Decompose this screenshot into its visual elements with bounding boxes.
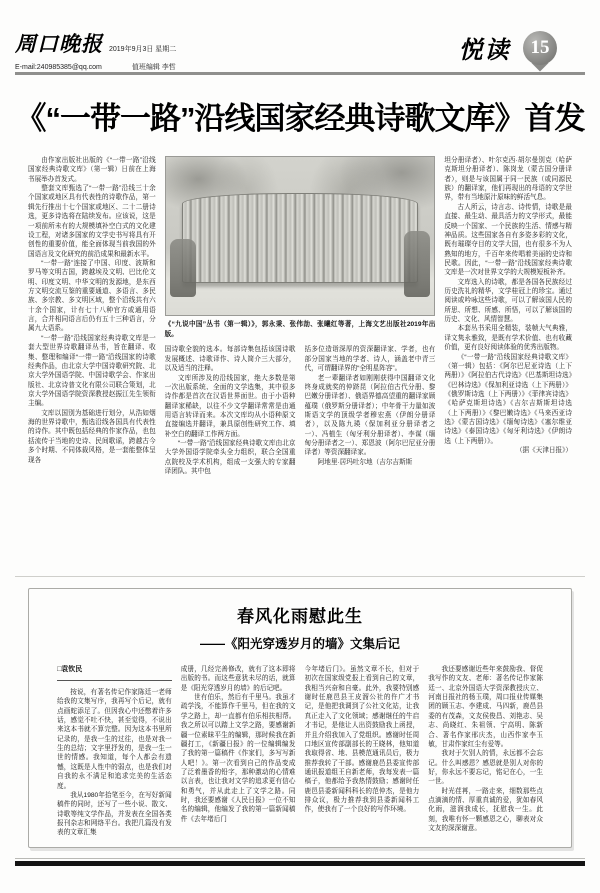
- paragraph: 古人所云，诗言志、诗传情，诗歌是最直接、最生动、最具活力的文学形式，最能反映一个国家、一个民族的生活、情感与精神品质。这些国家各自有多姿多彩的文化，既有璀璨夺目的文学大国，也有很多不为人熟知的地方，千百年来传唱着美丽的史诗和民歌。因此，“一带一路”沿线国家经典诗歌文库是一次对世界文学的大规模短板补齐。: [444, 203, 572, 277]
- paragraph: 由作家出版社出版的《“一带一路”沿线国家经典诗歌文库》（第一辑）日前在上海书展举办首发式。: [28, 157, 156, 183]
- paragraph: 括多位造诣深厚的资深翻译家、学者，也有部分国家当地的学者、诗人，涵盖老中青三代，可谓翻译界的“全明星阵容”。: [304, 346, 436, 373]
- page-number-badge: [523, 31, 557, 65]
- masthead-rule: [15, 72, 585, 75]
- article1-column-4: [444, 156, 572, 566]
- paragraph: 国诗歌全貌的选本。每部诗集包括该国诗歌发展概述、诗歌译作、诗人简介三大部分，以及适当的注释。: [164, 346, 296, 373]
- article2-subtitle: ——《阳光穿透岁月的墙》文集后记: [199, 637, 400, 651]
- paragraph: 成册，几经完善修改，就有了这本即将出版的书。而这些意犹未尽的话，就算是《阳光穿透岁月的墙》的后记吧。: [180, 666, 296, 692]
- article1-middle: [165, 156, 436, 566]
- masthead-meta: [15, 62, 176, 72]
- paragraph: 今年堵后门》。虽然文章不长，但对于初次在国家级党报上看到自己的文章，我相当兴奋和自豪。此外，我要特别感谢时任鹿邑县王皮溜公社的仵广才书记，是他把我调到了公社文化站，让我真正走入了文化领域；感谢继任的牛启才书记，是他让人出资鼓励我上函授，并且介绍我加入了党组织。感谢时任周口地区宣传部副部长的王晓林，他知道我取得省、地、县模范通讯员后，极力推荐我转了干部。感谢鹿邑县委宣传部通讯报道组王自新老师，我每发表一篇稿子，他都给予我热情鼓励；感谢时任鹿邑县委新闻科科长的范仲杰，是他力排众议，极力推荐我到县委新闻科工作，使我有了一个良好的写作环境。: [304, 666, 420, 814]
- bottom-rule-thick: [15, 861, 585, 866]
- paragraph: 阿地里·居玛吐尔地（吉尔吉斯斯: [317, 458, 413, 466]
- paragraph: 整套文库甄选了“一带一路”沿线三十余个国家或地区具有代表性的诗歌作品，第一辑先行推出十七个国家或地区、二十二册诗选，更多诗选将在陆续发布。应该说，这是一项前所未有的大规模填补空白式的文化建设工程，对诸多国家的文学史书写将具有开创性的重要价值，能全面体现当前我国的外国语言及文化研究的前沿成果和最新水平。: [28, 185, 156, 258]
- paragraph: “一带一路”沿线国家经典诗歌文库是一套大型世界诗歌翻译丛书，旨在翻译、收集、整理和编译“一带一路”沿线国家的诗歌经典作品，由北京大学中国诗歌研究院、北京大学外国语学院、中国诗歌学会、作家出版社、北京诗普文化有限公司联合策划，北京大学外国语学院资深教授赵振江先生领衔主编。: [28, 334, 156, 408]
- article2-box: [28, 588, 572, 848]
- article2-column-3: [305, 665, 420, 843]
- article2-column-4: [428, 665, 543, 843]
- article2-column-2: [181, 665, 296, 843]
- article1-source-credit: （据《天津日报》）: [515, 447, 572, 455]
- article1-column-1: [28, 156, 156, 566]
- article-divider: [15, 576, 585, 577]
- paragraph: 我对于欠别人的情，永远都不会忘记。什么叫感恩？感恩就是别人对你的好，你永远不要忘记，铭记在心，一生一世。: [428, 750, 543, 786]
- paragraph: 时光荏苒，一路走来，细数那些点点滴滴的情、厚重真诚的爱，犹如春风化雨，滋润我成长，抚慰我一生。此刻，我唯有怀一颗感恩之心，聊表对众文友的深深谢意。: [428, 787, 543, 833]
- paragraph: 坦分册译者）、叶尔克西·胡尔曼别克（哈萨克斯坦分册译者）、陈岗龙（蒙古国分册译者），则是与该国属于同一民族（或同源民族）的翻译家，他们再现出的母语的文学世界，带有当地原汁原味的鲜活气息。: [444, 157, 572, 202]
- paragraph: 文库选入的诗歌，都是各国各民族经过历史洗礼的精华，文学桂冠上的珍宝。通过阅读或吟咏这些诗歌，可以了解该国人民的所思、所想、所感、所悟，可以了解该国的历史、文化、风情智慧。: [444, 278, 572, 324]
- masthead-left: [15, 28, 176, 72]
- paragraph: 本套丛书采用全精装，装帧大气典雅，译文隽永雅致，是既有学术价值、也有收藏价值，更有良好阅读体验的优秀出版物。: [444, 325, 572, 352]
- paper-name: 周口晚报: [15, 31, 103, 56]
- page-number: 15: [523, 31, 557, 65]
- paper-date: 2019年9月3日 星期二: [109, 46, 177, 53]
- section-title: 悦读: [458, 35, 511, 64]
- paragraph: 我还要感谢近些年来鼓励我、督促我写作的文友、老师：著名传记作家陈廷一、北京外国语大学资深教授庆立、河南日报社的杨玉璞，周口报业传媒集团的顾玉志、李建成、马四新，鹿邑县委的有茂森，文友侯俊昌、刘艳志、吴志、尚晓红、朱祖领、宁高明、陈新合、著名作家邢庆杰，山西作家李玉敏，甘肃作家红尘有爱等。: [428, 666, 543, 748]
- article1-column-2: [165, 345, 296, 566]
- paragraph: 《“一带一路”沿线国家经典诗歌文库》（第一辑）包括：《阿尔巴尼亚诗选（上下两册）》《阿拉伯古代诗选》《巴基斯坦诗选》《巴林诗选》《保加利亚诗选（上下两册）》《俄罗斯诗选（上下两册）》《菲律宾诗选》《哈萨克斯坦诗选》《吉尔吉斯斯坦诗选（上下两册）》《黎巴嫩诗选》《马来西亚诗选》《蒙古国诗选》《缅甸诗选》《塞尔维亚诗选》《泰国诗选》《匈牙利诗选》《伊朗诗选（上下两册）》。: [444, 353, 572, 445]
- paragraph: “一带一路”沿线国家经典诗歌文库由北京大学外国语学院牵头全力组织，联合全国重点院校及学术机构，组成一支强大的专家翻译团队。其中包: [164, 440, 296, 476]
- bottom-rule-thin: [15, 858, 585, 859]
- article1-column-3: [305, 345, 436, 566]
- paragraph: 我从1980年拾笔至今，在写好新闻稿件的同时，还写了一些小说、散文、诗歌等纯文学作品，并发表在全国各类报刊杂志和网络平台。我把几篇没有发表的文章汇集: [57, 791, 172, 837]
- paper-email: E-mail:240985385@qq.com: [15, 64, 102, 71]
- paragraph: 文库所涉及的沿线国家，绝大多数是第一次出版系统、全面的文学选集，其中很多诗作都是首次在汉语世界面世。由于小语种翻译家稀缺，以往不少文学翻译常常是由通用语言转译而来。本次文库均从小语种原文直接编选并翻译，兼具原创性研究工作、填补空白的翻译工作两方面。: [164, 374, 296, 438]
- article2-body: [57, 665, 543, 843]
- vase-right-graphic: [404, 231, 430, 297]
- vase-left-graphic: [170, 239, 196, 297]
- article1-headline: 《“一带一路”沿线国家经典诗歌文库》首发: [15, 101, 585, 136]
- photo-caption: 《“九说中国”丛书（第一辑）》，郭永秉、张伟劼、张曦红等著，上海文艺出版社2019年出版。: [164, 321, 436, 339]
- article1-body: [28, 156, 572, 566]
- article2-headline: 春风化雨慰此生: [237, 607, 363, 626]
- paragraph: 文库以国别为基础进行划分，从浩如烟海的世界诗歌中，甄选沿线各国具有代表性的诗作。其中既包括经典的作家作品，也包括流传于当地的史诗、民间歌谣，跨越古今多个时期、不同体裁风格，是一套能整体呈现各: [28, 409, 156, 464]
- duty-editor: 值班编辑 李哲: [131, 64, 176, 71]
- article2-column-1: [57, 665, 172, 843]
- masthead-right: [459, 30, 557, 65]
- paragraph: 按说，有著名传记作家陈廷一老师给我的文集写序，我再写个后记，就有点画蛇添足了。但因我心中还憋着许多话，感觉不吐不快，甚至觉得，不说出来这本书就不算完整。因为这本书里所记录的，是我一生的过往，也是对我一生的总结；文字里抒发的，是我一生一世的情感。我知道，每个人都会有遗憾，这既是人性中的弱点，也是我们对自我的永不满足和追求完美的生活态度。: [57, 688, 172, 790]
- article2-byline: □袁钦民: [57, 665, 172, 681]
- article1-middle-columns: [165, 345, 436, 566]
- paragraph: 老一辈翻译者如刚刚获得中国翻译文化终身成就奖的仲跻昆（阿拉伯古代分册、黎巴嫩分册译者）、俄语界德高望重的翻译家顾蕴璞（俄罗斯分册译者）；中年骨干力量如波斯语文学的顶级学者穆宏燕（伊朗分册译者），以及陈九瑛（保加利亚分册译者之一）、冯植生（匈牙利分册译者）、李谋（缅甸分册译者之一）、郑恩波（阿尔巴尼亚分册译者）等资深翻译家。: [304, 374, 436, 457]
- paragraph: “一带一路”连接了中国、印度、波斯和罗马等文明古国，跨越埃及文明、巴比伦文明、印度文明、中华文明的发源地，是东西方文明交流互鉴的重要通道、多语言、多民族、多宗教、多文明区域，整个沿线共有六十余个国家，计有七十八种官方或通用语言，合并相同语言后仍有五十三种语言，分属九大语系。: [28, 259, 156, 333]
- book-spines-graphic: [182, 193, 419, 283]
- books-photo: [165, 156, 436, 316]
- masthead: [15, 28, 585, 72]
- paragraph: 世有伯乐，然后有千里马。我虽才疏学浅，不能算作千里马，但在我的文学之路上，却一直都有伯乐相扶相帮。我之所以可以踏上文学之路，要感谢新疆一位素昧平生的编辑，那时候我在新疆打工，《新疆日报》的一位编辑编发了我的第一篇稿件《作家们，多写写新人吧！》。第一次看到自己的作品变成了泛着墨香的铅字，那种激动的心情难以言表，也让我对文学的追求更有信心和勇气，并从此走上了文学之路。同时，我还要感谢《人民日报》一位不知名的编辑，他编发了我的第一篇新闻稿件《去年堵后门: [180, 694, 296, 823]
